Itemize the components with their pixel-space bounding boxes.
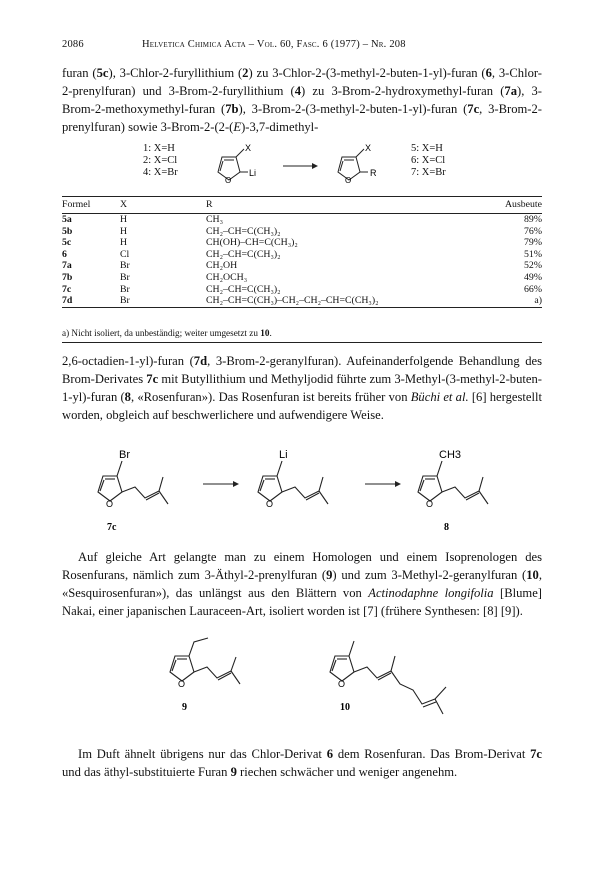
table-row: [62, 272, 542, 284]
table-row: [62, 260, 542, 272]
table-row: [62, 249, 542, 261]
br-substituent: Br: [119, 449, 130, 461]
formula-id: 5a: [62, 214, 72, 225]
yield-table: [62, 196, 542, 308]
compound-label-7c: 7c: [107, 522, 117, 533]
text: ) zu 3-Chlor-2-(3-methyl-2-buten-1-yl)-furan (: [248, 66, 486, 80]
text: furan (: [62, 66, 97, 80]
furan-lithium-structure: [218, 149, 248, 180]
x-cell: Br: [120, 283, 130, 295]
stereo-descriptor: E: [233, 120, 242, 134]
table-row: [62, 284, 542, 296]
column-header-ausbeute: Ausbeute: [482, 197, 542, 214]
footnote-text: .: [269, 328, 272, 338]
r-label: R: [370, 168, 377, 178]
yield-cell: 51%: [524, 248, 542, 260]
table-header-row: [62, 197, 542, 214]
r-cell: CH(OH)–CH=C(CH₃)₂: [206, 237, 298, 249]
table-row: [62, 214, 542, 226]
text: ) und zum 3-Methyl-2-geranylfuran (: [332, 568, 527, 582]
compound-ref: 6: [485, 66, 492, 80]
text: ) zu 3-Brom-2-hydroxymethyl-furan (: [301, 84, 505, 98]
compound-ref: 4: [294, 84, 302, 98]
formula-id: 5c: [62, 237, 72, 249]
substituted-furan-structure: [338, 149, 368, 180]
journal-citation: Helvetica Chimica Acta – Vol. 60, Fasc. 6 (1977) – Nr. 208: [142, 39, 406, 50]
yield-cell: 49%: [524, 271, 542, 283]
text: mit Butyllithium und Methyljodid führte zum 3-Methyl-(3-methyl-2-buten-1-yl)-furan (: [62, 372, 542, 404]
x-cell: H: [120, 237, 128, 249]
author-citation: Büchi et al.: [410, 390, 469, 404]
li-label: Li: [249, 168, 257, 178]
formula-id: 7c: [62, 283, 72, 295]
r-cell: CH₃: [206, 214, 224, 225]
scheme3-structures: [150, 632, 470, 736]
text: , 3-Brom-2-geranylfuran). Aufeinanderfolgende Behandlung des Brom-Derivates: [62, 354, 543, 386]
legend-line: 5: X=H: [411, 143, 443, 154]
r-cell: CH₂OCH₃: [206, 271, 248, 283]
column-header-formel: Formel: [62, 197, 120, 214]
formula-id: 7b: [62, 271, 73, 283]
paragraph-4: [62, 745, 542, 781]
formula-id: 7d: [62, 295, 73, 307]
text: , «Rosenfuran»). Das Rosenfuran ist bereits früher von: [130, 390, 411, 404]
r-cell: CH₂–CH=C(CH₃)₂: [206, 283, 281, 295]
species-name: Actinodaphne longifolia: [368, 586, 494, 600]
oxygen-label: O: [426, 499, 434, 509]
text: Im Duft ähnelt übrigens nur das Chlor-Derivat: [78, 747, 327, 761]
compound-ref: 5c: [96, 66, 109, 80]
oxygen-label: O: [338, 679, 346, 689]
text: ), 3-Brom-2-(3-methyl-2-buten-1-yl)-furan (: [238, 102, 468, 116]
x-cell: H: [120, 225, 128, 237]
compound-label-10: 10: [340, 702, 350, 713]
compound-ref: 7c: [467, 102, 480, 116]
reaction-arrow: [283, 163, 318, 169]
rosenfuran-structure: [418, 461, 488, 504]
compound-ref: 7a: [504, 84, 517, 98]
yield-cell: 79%: [524, 237, 542, 249]
legend-line: 6: X=Cl: [411, 155, 446, 166]
text: ), 3-Chlor-2-furyllithium (: [108, 66, 243, 80]
paragraph-3: [62, 548, 542, 620]
r-cell: CH₂–CH=C(CH₃)₂: [206, 248, 281, 260]
paragraph-1: [62, 64, 542, 136]
legend-line: 2: X=Cl: [143, 155, 178, 166]
text: , «Sesquirosenfuran»), das unlängst aus den Blättern von: [62, 568, 542, 600]
compound-ref: 9: [230, 765, 237, 779]
lithio-prenylfuran-structure: [258, 461, 328, 504]
r-cell: CH₂–CH=C(CH₃)₂: [206, 225, 281, 237]
x-cell: Br: [120, 271, 130, 283]
reaction-arrow: [365, 481, 401, 487]
scheme1-right-legend: [411, 143, 446, 179]
yield-cell: 52%: [524, 260, 542, 272]
x-label: X: [365, 143, 372, 153]
compound-ref: 9: [326, 568, 333, 582]
column-header-x: X: [120, 197, 206, 214]
text: und das äthyl-substituierte Furan: [62, 765, 231, 779]
compound-ref: 7c: [146, 372, 159, 386]
formula-id: 5b: [62, 225, 73, 237]
column-header-r: R: [206, 197, 482, 214]
legend-line: 1: X=H: [143, 143, 175, 154]
compound-label-9: 9: [182, 702, 187, 713]
scheme2-reaction: [85, 440, 515, 540]
yield-cell: 66%: [524, 283, 542, 295]
text: riechen schwächer und weniger angenehm.: [236, 765, 458, 779]
oxygen-label: O: [106, 499, 114, 509]
text: , 3-Chlor-2-prenylfuran) und 3-Brom-2-furyllithium (: [62, 66, 543, 98]
text: 2,6-octadien-1-yl)-furan (: [62, 354, 194, 368]
x-cell: Br: [120, 295, 206, 307]
yield-cell: a): [482, 295, 542, 307]
li-substituent: Li: [279, 449, 288, 461]
ethyl-prenylfuran-structure: [170, 638, 240, 684]
legend-line: 7: X=Br: [411, 167, 446, 178]
footnote-text: a) Nicht isoliert, da unbeständig; weiter umgesetzt zu: [62, 328, 261, 338]
compound-ref: 2: [242, 66, 249, 80]
x-label: X: [245, 143, 252, 153]
compound-ref: 7c: [530, 747, 542, 761]
text: )-3,7-dimethyl-: [241, 120, 319, 134]
compound-label-8: 8: [444, 522, 449, 533]
compound-ref: 10: [526, 568, 539, 582]
oxygen-label: O: [345, 176, 352, 185]
x-cell: Cl: [120, 248, 130, 260]
page-number: 2086: [62, 39, 84, 50]
table-row: [62, 226, 542, 238]
scheme1-reaction: [200, 140, 400, 190]
compound-ref: 6: [326, 747, 334, 761]
text: Auf gleiche Art gelangte man zu einem Homologen und einem Isoprenologen des Rosenfurans, nämlich zum 3-Äthyl-2-prenylfuran (: [62, 550, 542, 582]
paragraph-2: [62, 352, 542, 424]
text: [Blume] Nakai, einer japanischen Lauraceen-Art, isoliert worden ist [7] (frühere Synthesen: [8] [9]).: [62, 586, 543, 618]
x-cell: Br: [120, 260, 130, 272]
text: , 3-Brom-2-prenylfuran) sowie 3-Brom-2-(2-(: [62, 102, 542, 134]
x-cell: H: [120, 214, 128, 225]
r-cell: CH₂–CH=C(CH₃)–CH₂–CH₂–CH=C(CH₃)₂: [206, 295, 482, 307]
compound-ref: 8: [124, 390, 131, 404]
yield-cell: 76%: [524, 225, 542, 237]
ch3-substituent: CH3: [439, 449, 462, 461]
reaction-arrow: [203, 481, 239, 487]
oxygen-label: O: [178, 679, 186, 689]
yield-cell: 89%: [524, 214, 542, 225]
oxygen-label: O: [266, 499, 274, 509]
compound-ref: 7b: [225, 102, 239, 116]
oxygen-label: O: [225, 176, 232, 185]
text: dem Rosenfuran. Das Brom-Derivat: [333, 747, 531, 761]
formula-id: 6: [62, 248, 67, 260]
text: [6] hergestellt worden, obgleich auf beschwerlichere und aufwendigere Weise.: [62, 390, 542, 422]
compound-ref: 7d: [193, 354, 208, 368]
legend-line: 4: X=Br: [143, 167, 178, 178]
compound-ref: 10: [260, 328, 270, 338]
table-row: [62, 237, 542, 249]
table-footnote: [62, 328, 542, 343]
r-cell: CH₂OH: [206, 260, 238, 272]
scheme1-left-legend: [143, 143, 178, 179]
text: ), 3-Brom-2-methoxymethyl-furan (: [62, 84, 542, 116]
bromo-prenylfuran-structure: [98, 461, 168, 504]
formula-id: 7a: [62, 260, 72, 272]
table-row: [62, 295, 542, 307]
